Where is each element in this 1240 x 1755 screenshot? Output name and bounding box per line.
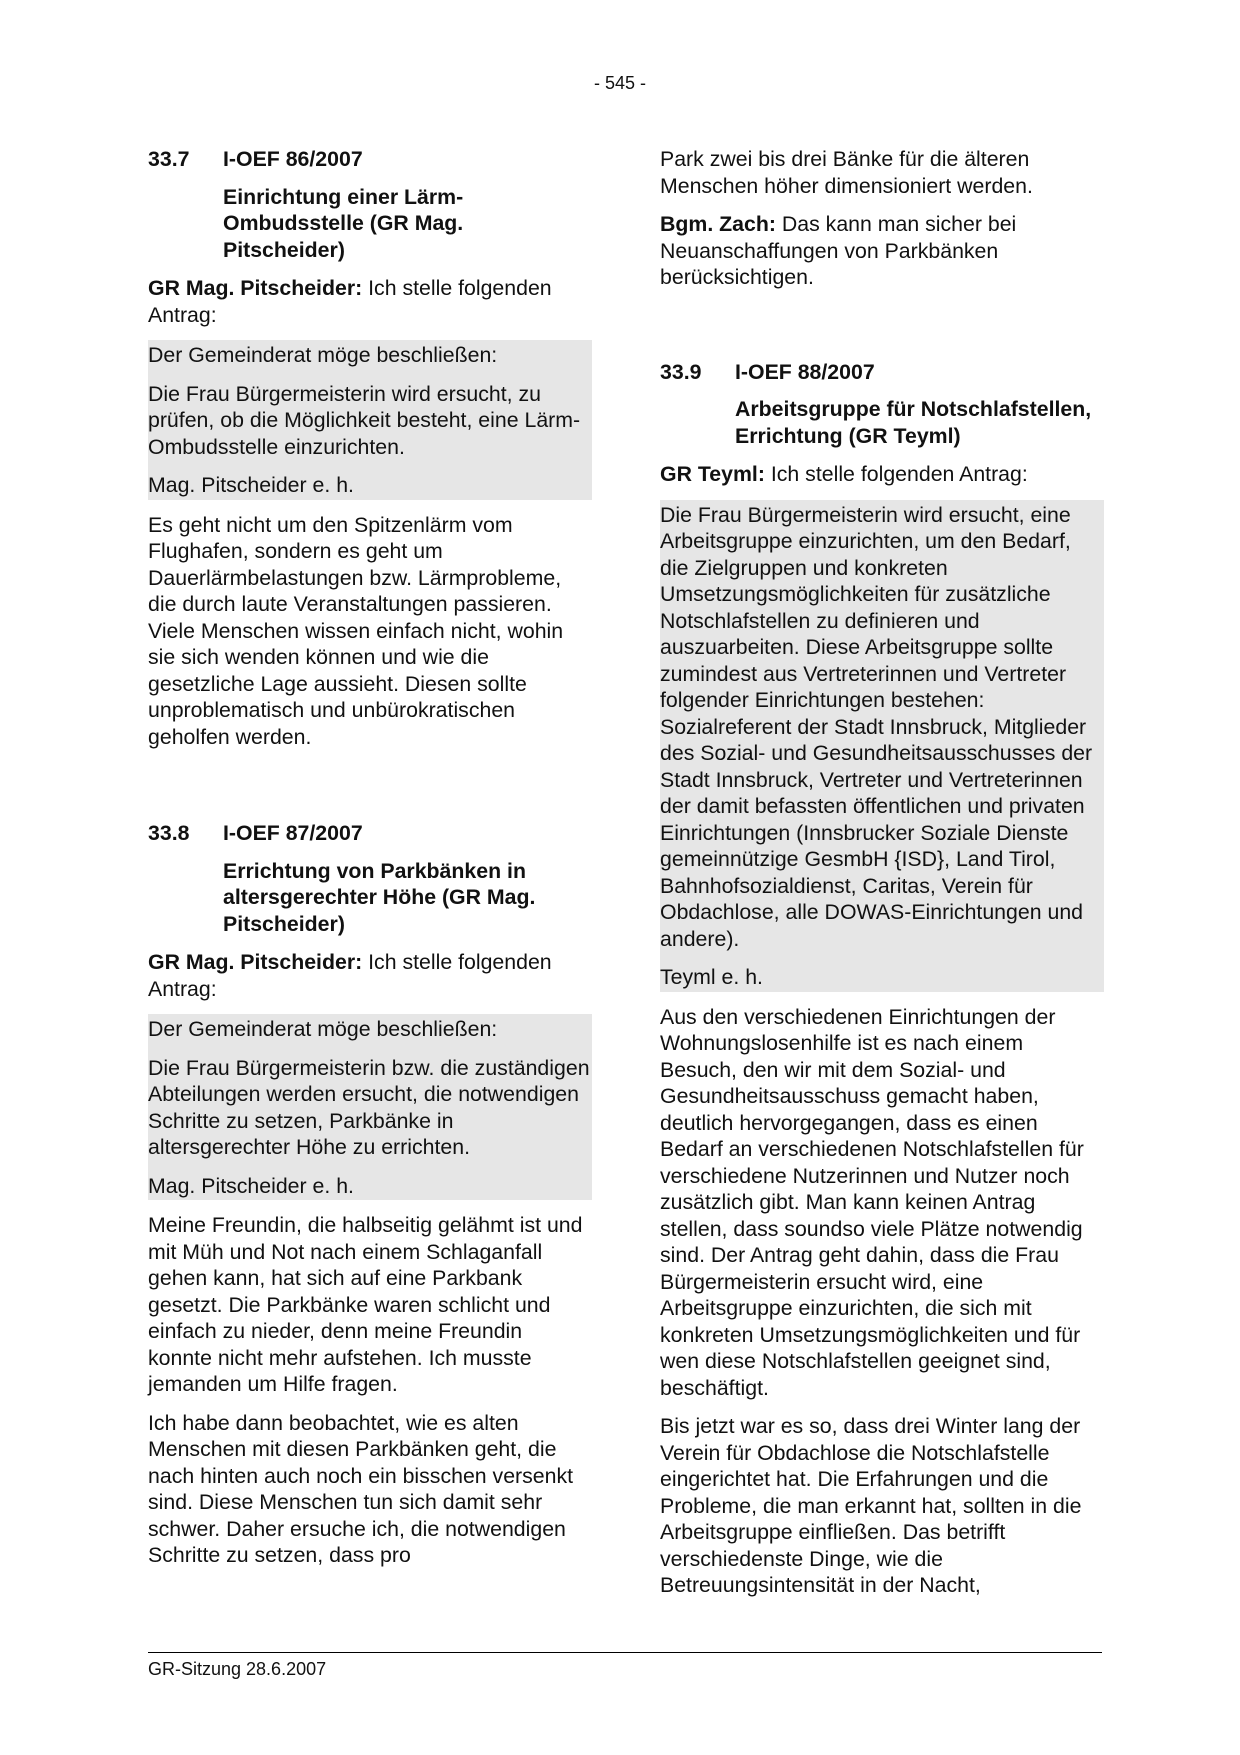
motion-intro: Der Gemeinderat möge beschließen: bbox=[148, 343, 498, 367]
section-code: I-OEF 87/2007 bbox=[223, 821, 363, 845]
motion-signature: Mag. Pitscheider e. h. bbox=[148, 473, 354, 497]
section-number: 33.9 bbox=[660, 359, 702, 384]
speaker-text: Das kann man sicher bei Neuanschaffungen von Parkbänken berücksichtigen. bbox=[660, 212, 1017, 289]
section-title: Einrichtung einer Lärm-Ombudsstelle (GR Mag. Pitscheider) bbox=[223, 184, 464, 262]
page-number: - 545 - bbox=[593, 73, 647, 93]
speaker-name: Bgm. Zach: bbox=[660, 212, 776, 236]
speaker-text: Ich stelle folgenden Antrag: bbox=[770, 462, 1028, 486]
speaker-paragraph bbox=[148, 949, 590, 1002]
speaker-name: GR Teyml: bbox=[660, 462, 765, 486]
section-heading bbox=[148, 146, 590, 173]
footer-text: GR-Sitzung 28.6.2007 bbox=[148, 1659, 327, 1679]
motion-intro: Der Gemeinderat möge beschließen: bbox=[148, 1017, 498, 1041]
body-paragraph: Meine Freundin, die halbseitig gelähmt ist und mit Müh und Not nach einem Schlaganfall gehen kann, hat sich auf eine Parkbank gesetzt. Die Parkbänke waren schlicht und einfach zu nieder, denn meine Freundin konnte nicht mehr aufstehen. Ich musste jemanden um Hilfe fragen. bbox=[148, 1213, 583, 1396]
footer-divider bbox=[148, 1652, 1102, 1653]
left-column bbox=[148, 146, 590, 1581]
speaker-name: GR Mag. Pitscheider: bbox=[148, 276, 363, 300]
motion-box bbox=[148, 340, 592, 500]
section-heading bbox=[660, 359, 1102, 386]
right-column bbox=[660, 146, 1102, 1611]
body-paragraph: Aus den verschiedenen Einrichtungen der Wohnungslosenhilfe ist es nach einem Besuch, den wir mit dem Sozial- und Gesundheitsausschuss gemacht haben, deutlich hervorgegangen, dass es einen Bedarf an verschiedenen Notschlafstellen für verschiedene Nutzerinnen und Nutzer noch zusätzlich gibt. Man kann keinen Antrag stellen, dass soundso viele Plätze notwendig sind. Der Antrag geht dahin, dass die Frau Bürgermeisterin ersucht wird, eine Arbeitsgruppe einzurichten, die sich mit konkreten Umsetzungsmöglichkeiten und für wen diese Notschlafstellen geeignet sind, beschäftigt. bbox=[660, 1004, 1084, 1400]
body-paragraph: Es geht nicht um den Spitzenlärm vom Flughafen, sondern es geht um Dauerlärmbelastungen bzw. Lärmprobleme, die durch laute Veranstaltungen passieren. Viele Menschen wissen einfach nicht, wohin sie sich wenden können und wie die gesetzliche Lage aussieht. Diesen sollte unproblematisch und unbürokratischen geholfen werden. bbox=[148, 512, 564, 749]
speaker-name: GR Mag. Pitscheider: bbox=[148, 950, 363, 974]
speaker-text: Ich stelle folgenden Antrag: bbox=[148, 276, 552, 327]
speaker-paragraph bbox=[148, 275, 590, 328]
motion-box bbox=[660, 500, 1104, 992]
body-paragraph: Ich habe dann beobachtet, wie es alten Menschen mit diesen Parkbänken geht, die nach hinten auch noch ein bisschen versenkt sind. Diese Menschen tun sich damit sehr schwer. Daher ersuche ich, die notwendigen Schritte zu setzen, dass pro bbox=[148, 1410, 574, 1567]
section-title: Arbeitsgruppe für Notschlafstellen, Errichtung (GR Teyml) bbox=[735, 397, 1092, 448]
motion-text: Die Frau Bürgermeisterin wird ersucht, eine Arbeitsgruppe einzurichten, um den Bedarf, die Zielgruppen und konkreten Umsetzungsmöglichkeiten für zusätzliche Notschlafstellen zu definieren und auszuarbeiten. Diese Arbeitsgruppe sollte zumindest aus Vertreterinnen und Vertreter folgender Einrichtungen bestehen: Sozialreferent der Stadt Innsbruck, Mitglieder des Sozial- und Gesundheitsausschusses der Stadt Innsbruck, Vertreter und Vertreterinnen der damit befassten öffentlichen und privaten Einrichtungen (Innsbrucker Soziale Dienste gemeinnützige GesmbH {ISD}, Land Tirol, Bahnhofsozialdienst, Caritas, Verein für Obdachlose, alle DOWAS-Einrichtungen und andere). bbox=[660, 502, 1093, 951]
section-code: I-OEF 86/2007 bbox=[223, 147, 363, 171]
section-title: Errichtung von Parkbänken in altersgerechter Höhe (GR Mag. Pitscheider) bbox=[223, 858, 536, 936]
section-heading bbox=[148, 820, 590, 847]
motion-signature: Mag. Pitscheider e. h. bbox=[148, 1173, 354, 1198]
motion-text: Die Frau Bürgermeisterin bzw. die zuständigen Abteilungen werden ersucht, die notwendigen Schritte zu setzen, Parkbänke in altersgerechter Höhe zu errichten. bbox=[148, 1055, 590, 1159]
motion-signature: Teyml e. h. bbox=[660, 965, 763, 989]
section-number: 33.7 bbox=[148, 147, 190, 171]
body-paragraph: Bis jetzt war es so, dass drei Winter lang der Verein für Obdachlose die Notschlafstelle eingerichtet hat. Die Erfahrungen und die Probleme, die man erkannt hat, sollten in die Arbeitsgruppe einfließen. Das betrifft verschiedenste Dinge, wie die Betreuungsintensität in der Nacht, bbox=[660, 1414, 1082, 1597]
motion-box bbox=[148, 1014, 592, 1200]
motion-text: Die Frau Bürgermeisterin wird ersucht, zu prüfen, ob die Möglichkeit besteht, eine Lärm-Ombudsstelle einzurichten. bbox=[148, 381, 581, 459]
speaker-paragraph bbox=[660, 461, 1102, 488]
section-code: I-OEF 88/2007 bbox=[735, 359, 875, 384]
reply-paragraph bbox=[660, 211, 1102, 291]
section-number: 33.8 bbox=[148, 821, 190, 845]
body-paragraph: Park zwei bis drei Bänke für die älteren Menschen höher dimensioniert werden. bbox=[660, 147, 1033, 198]
speaker-text: Ich stelle folgenden Antrag: bbox=[148, 950, 552, 1001]
